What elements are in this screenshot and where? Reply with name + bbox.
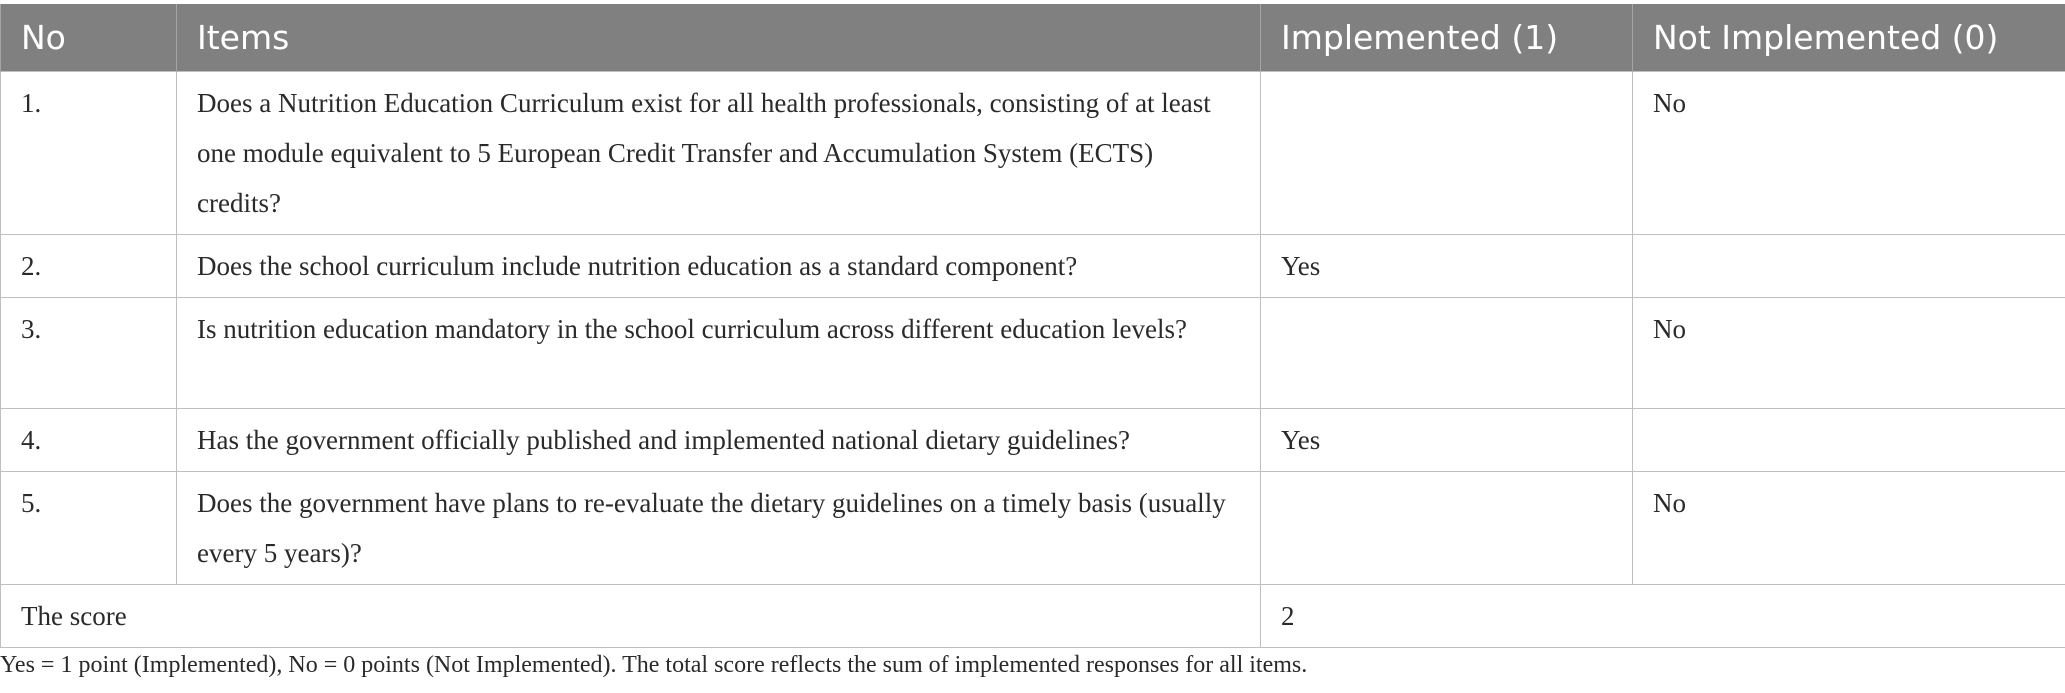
score-value: 2 [1261,584,2065,647]
table-row [1,234,2065,297]
table-row [1,408,2065,471]
table-row [1,471,2065,584]
row-not-implemented: No [1633,71,2065,234]
row-item: Does the school curriculum include nutrition education as a standard component? [177,234,1261,297]
row-number: 4. [1,408,177,471]
row-implemented [1261,71,1633,234]
row-implemented [1261,471,1633,584]
row-implemented: Yes [1261,234,1633,297]
row-number: 2. [1,234,177,297]
row-not-implemented: No [1633,297,2065,408]
scoring-table-container [0,4,2065,648]
row-item: Does a Nutrition Education Curriculum exist for all health professionals, consisting of at least one module equivalent to 5 European Credit Transfer and Accumulation System (ECTS) credits? [177,71,1261,234]
header-implemented: Implemented (1) [1261,4,1633,71]
row-implemented: Yes [1261,408,1633,471]
table-footnote: Yes = 1 point (Implemented), No = 0 points (Not Implemented). The total score reflects the sum of implemented responses for all items. [0,652,1308,678]
row-not-implemented: No [1633,471,2065,584]
row-number: 3. [1,297,177,408]
row-number: 5. [1,471,177,584]
header-items: Items [177,4,1261,71]
row-item: Has the government officially published and implemented national dietary guidelines? [177,408,1261,471]
table-header [1,4,2065,71]
table-row [1,71,2065,234]
nutrition-scoring-table [0,4,2065,648]
header-row [1,4,2065,71]
score-row [1,584,2065,647]
row-number: 1. [1,71,177,234]
table-body [1,71,2065,647]
row-item: Does the government have plans to re-evaluate the dietary guidelines on a timely basis (usually every 5 years)? [177,471,1261,584]
row-not-implemented [1633,234,2065,297]
row-not-implemented [1633,408,2065,471]
row-item: Is nutrition education mandatory in the school curriculum across different education levels? [177,297,1261,408]
header-not-implemented: Not Implemented (0) [1633,4,2065,71]
score-label: The score [1,584,1261,647]
row-implemented [1261,297,1633,408]
table-row [1,297,2065,408]
header-no: No [1,4,177,71]
